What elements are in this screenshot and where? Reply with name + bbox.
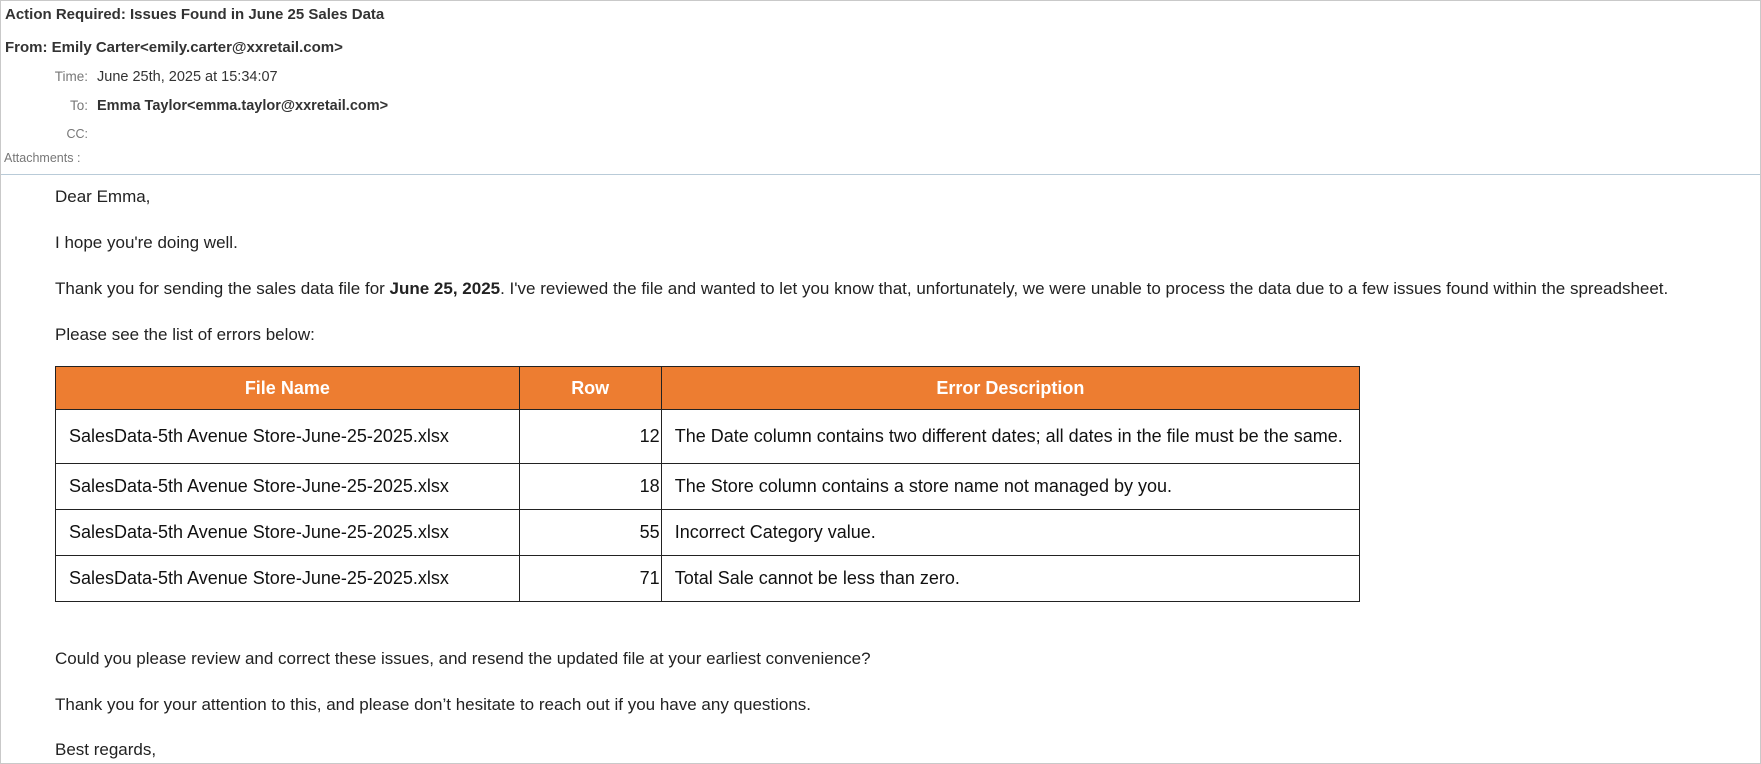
cc-row <box>1 126 97 142</box>
cell-file-name: SalesData-5th Avenue Store-June-25-2025.xlsx <box>56 556 520 602</box>
table-row <box>56 510 1360 556</box>
attachments-row <box>4 150 89 166</box>
time-value: June 25th, 2025 at 15:34:07 <box>97 69 278 85</box>
list-intro: Please see the list of errors below: <box>55 325 315 344</box>
time-label: Time: <box>54 69 88 84</box>
cell-row: 55 <box>519 510 661 556</box>
request-paragraph: Could you please review and correct these issues, and resend the updated file at your earliest convenience? <box>55 649 871 668</box>
cell-row: 71 <box>519 556 661 602</box>
to-label: To: <box>69 98 88 113</box>
attachments-label: Attachments : <box>4 151 81 165</box>
greeting: Dear Emma, <box>55 187 151 206</box>
explanation-text-end: . I've reviewed the file and wanted to let you know that, unfortunately, we were unable to process the data due to a few issues found within the spreadsheet. <box>500 279 1669 298</box>
cell-error-description: Total Sale cannot be less than zero. <box>661 556 1359 602</box>
cell-file-name: SalesData-5th Avenue Store-June-25-2025.xlsx <box>56 510 520 556</box>
table-row <box>56 556 1360 602</box>
to-value[interactable]: Emma Taylor<emma.taylor@xxretail.com> <box>97 98 389 114</box>
error-table <box>55 366 1360 602</box>
time-row <box>1 69 278 85</box>
header-row: Row <box>519 367 661 410</box>
explanation-paragraph <box>55 279 1668 299</box>
email-header <box>1 1 1760 175</box>
date-emphasis: June 25, 2025 <box>389 279 501 298</box>
to-row <box>1 98 388 114</box>
table-row <box>56 410 1360 464</box>
email-from[interactable]: From: Emily Carter<emily.carter@xxretail.com> <box>5 39 343 56</box>
cell-error-description: Incorrect Category value. <box>661 510 1359 556</box>
intro-line: I hope you're doing well. <box>55 233 238 252</box>
cell-error-description: The Store column contains a store name not managed by you. <box>661 464 1359 510</box>
header-file-name: File Name <box>56 367 520 410</box>
thanks-paragraph: Thank you for your attention to this, and please don’t hesitate to reach out if you have any questions. <box>55 695 812 714</box>
table-header-row <box>56 367 1360 410</box>
cell-file-name: SalesData-5th Avenue Store-June-25-2025.xlsx <box>56 464 520 510</box>
header-error-description: Error Description <box>661 367 1359 410</box>
table-row <box>56 464 1360 510</box>
cc-label: CC: <box>66 127 88 141</box>
email-subject: Action Required: Issues Found in June 25 Sales Data <box>5 6 385 23</box>
signoff: Best regards, <box>55 740 157 759</box>
cell-row: 18 <box>519 464 661 510</box>
cell-row: 12 <box>519 410 661 464</box>
explanation-text-start: Thank you for sending the sales data file for <box>55 279 390 298</box>
cell-error-description: The Date column contains two different dates; all dates in the file must be the same. <box>661 410 1359 464</box>
cell-file-name: SalesData-5th Avenue Store-June-25-2025.xlsx <box>56 410 520 464</box>
